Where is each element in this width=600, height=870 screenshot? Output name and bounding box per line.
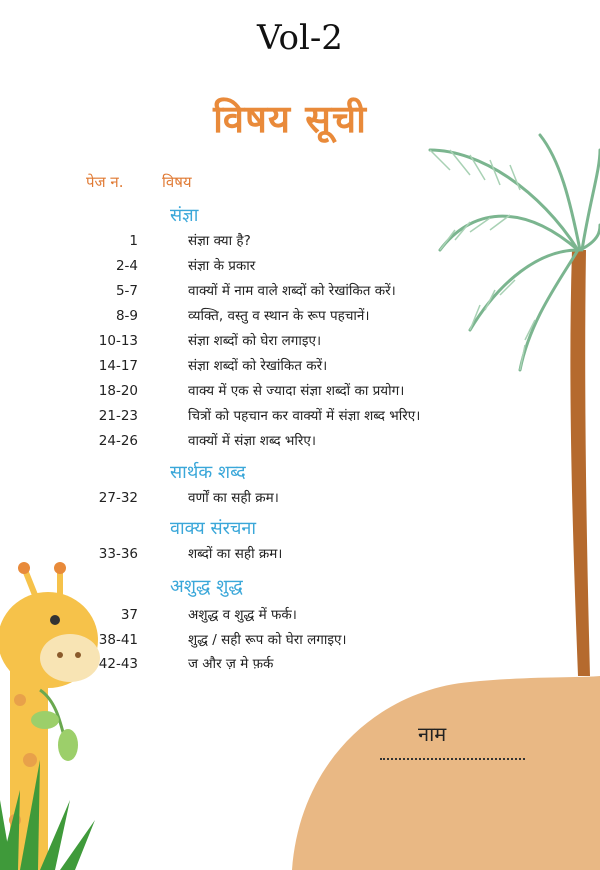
entry-page-number: 21-23 bbox=[98, 408, 138, 424]
entry-text: शब्दों का सही क्रम। bbox=[188, 546, 283, 562]
page-title: विषय सूची bbox=[213, 97, 367, 141]
volume-label: Vol-2 bbox=[257, 18, 343, 58]
entry-page-number: 5-7 bbox=[115, 283, 138, 299]
entry-page-number: 24-26 bbox=[98, 433, 138, 449]
entry-text: चित्रों को पहचान कर वाक्यों में संज्ञा शब्द भरिए। bbox=[188, 408, 421, 424]
entry-page-number: 10-13 bbox=[98, 333, 138, 349]
name-writing-line[interactable] bbox=[380, 758, 525, 760]
entry-text: वाक्य में एक से ज्यादा संज्ञा शब्दों का प्रयोग। bbox=[188, 383, 405, 399]
entry-page-number: 33-36 bbox=[98, 546, 138, 562]
entry-text: वर्णों का सही क्रम। bbox=[188, 490, 279, 506]
entry-text: व्यक्ति, वस्तु व स्थान के रूप पहचानें। bbox=[188, 308, 370, 324]
column-header-page: पेज न. bbox=[86, 173, 124, 191]
entry-text: शुद्ध / सही रूप को घेरा लगाइए। bbox=[188, 632, 347, 648]
entry-text: वाक्यों में नाम वाले शब्दों को रेखांकित करें। bbox=[188, 283, 396, 299]
name-label: नाम bbox=[418, 722, 447, 746]
entry-page-number: 38-41 bbox=[98, 632, 138, 648]
entry-text: अशुद्ध व शुद्ध में फर्क। bbox=[188, 607, 297, 623]
entry-text: संज्ञा क्या है? bbox=[188, 233, 251, 249]
entry-page-number: 18-20 bbox=[98, 383, 138, 399]
entry-page-number: 42-43 bbox=[98, 656, 138, 672]
entry-page-number: 27-32 bbox=[98, 490, 138, 506]
entry-text: संज्ञा शब्दों को रेखांकित करें। bbox=[188, 358, 328, 374]
column-header-topic: विषय bbox=[162, 173, 192, 191]
entry-page-number: 14-17 bbox=[98, 358, 138, 374]
section-heading-sangya: संज्ञा bbox=[170, 205, 199, 226]
entry-page-number: 37 bbox=[120, 607, 138, 623]
section-heading-ashuddh-shuddh: अशुद्ध शुद्ध bbox=[170, 576, 243, 597]
entry-page-number: 2-4 bbox=[115, 258, 138, 274]
section-heading-sarthak-shabd: सार्थक शब्द bbox=[170, 462, 246, 483]
sand-mound bbox=[292, 676, 600, 870]
entry-text: वाक्यों में संज्ञा शब्द भरिए। bbox=[188, 433, 316, 449]
entry-text: ज और ज़ मे फ़र्क bbox=[188, 656, 274, 672]
entry-text: संज्ञा शब्दों को घेरा लगाइए। bbox=[188, 333, 322, 349]
entry-text: संज्ञा के प्रकार bbox=[188, 258, 256, 274]
entry-page-number: 8-9 bbox=[115, 308, 138, 324]
entry-page-number: 1 bbox=[129, 233, 138, 249]
palm-trunk bbox=[570, 250, 590, 676]
section-heading-vakya-sanrachna: वाक्य संरचना bbox=[170, 518, 257, 539]
